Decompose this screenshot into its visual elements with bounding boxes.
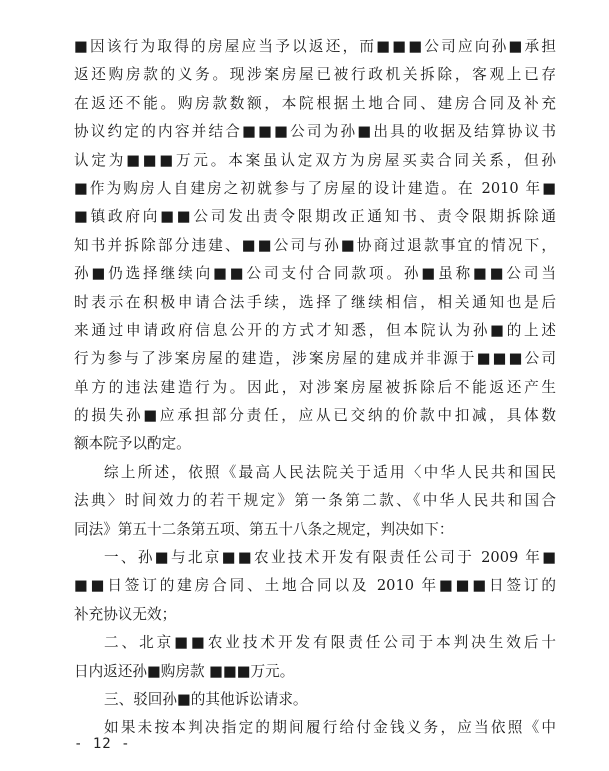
text-line: 来通过申请政府信息公开的方式才知悉，但本院认为孙■的上述 — [74, 321, 556, 339]
text-line: 协议约定的内容并结合■■■公司为孙■出具的收据及结算协议书 — [74, 123, 556, 141]
text-line: ■镇政府向■■公司发出责令限期改正通知书、责令限期拆除通 — [74, 208, 556, 226]
text-line: 日内返还孙■购房款 ■■■万元。 — [74, 662, 295, 680]
text-line: ■■日签订的建房合同、土地合同以及 2010 年■■■日签订的 — [74, 577, 556, 595]
text-line: 三、驳回孙■的其他诉讼请求。 — [104, 690, 308, 708]
text-line: 单方的违法建造行为。因此，对涉案房屋被拆除后不能返还产生 — [74, 378, 556, 396]
text-line: 补充协议无效； — [74, 605, 177, 623]
text-line: 行为参与了涉案房屋的建造，涉案房屋的建成并非源于■■■公司 — [74, 350, 556, 368]
text-line: ■作为购房人自建房之初就参与了房屋的设计建造。在 2010 年■ — [74, 179, 556, 197]
text-line: 返还购房款的义务。现涉案房屋已被行政机关拆除，客观上已存 — [74, 66, 556, 84]
text-line: 二、北京■■农业技术开发有限责任公司于本判决生效后十 — [104, 634, 556, 652]
text-line: 如果未按本判决指定的期间履行给付金钱义务，应当依照《中 — [104, 719, 556, 737]
text-line: 认定为■■■万元。本案虽认定双方为房屋买卖合同关系，但孙 — [74, 151, 556, 169]
text-line: 时表示在积极申请合法手续，选择了继续相信，相关通知也是后 — [74, 293, 556, 311]
text-line: 一、孙■与北京■■农业技术开发有限责任公司于 2009 年■ — [104, 549, 556, 567]
text-line: 综上所述，依照《最高人民法院关于适用〈中华人民共和国民 — [104, 463, 556, 481]
text-line: 孙■仍选择继续向■■公司支付合同款项。孙■虽称■■公司当 — [74, 265, 556, 283]
text-line: 同法》第五十二条第五项、第五十八条之规定，判决如下： — [74, 520, 454, 538]
text-line: ■因该行为取得的房屋应当予以返还，而■■■公司应向孙■承担 — [74, 38, 556, 55]
text-line: 额本院予以酌定。 — [74, 435, 191, 453]
text-line: 在返还不能。购房款数额，本院根据土地合同、建房合同及补充 — [74, 94, 556, 112]
text-line: 的损失孙■应承担部分责任，应从已交纳的价款中扣减，具体数 — [74, 407, 556, 425]
text-line: 法典〉时间效力的若干规定》第一条第二款、《中华人民共和国合 — [74, 492, 556, 510]
text-line: 知书并拆除部分违建、■■公司与孙■协商过退款事宜的情况下， — [74, 236, 556, 254]
page-number: - 12 - — [74, 736, 131, 752]
judgment-body-text — [74, 33, 556, 743]
